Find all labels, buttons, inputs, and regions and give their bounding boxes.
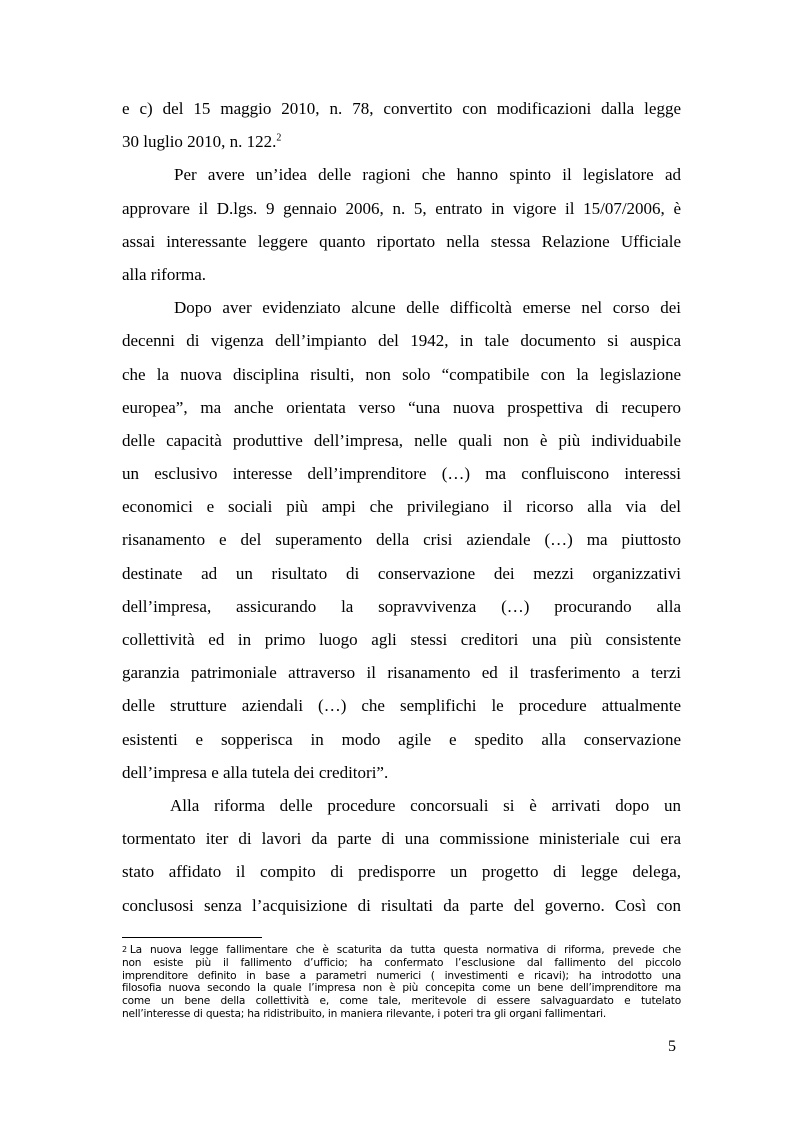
text-line: Alla riforma delle procedure concorsuali si è arrivati dopo un	[170, 795, 681, 815]
text-line: economici e sociali più ampi che privilegiano il ricorso alla via del	[122, 497, 681, 517]
page-number: 5	[668, 1038, 676, 1055]
footnote-line: come un bene della collettività e, come tale, meritevole di essere salvaguardato e tutelato	[122, 995, 681, 1008]
body-text	[122, 92, 681, 922]
text-line: collettività ed in primo luogo agli stessi creditori una più consistente	[122, 630, 681, 649]
footnote-reference: 2	[276, 132, 282, 144]
text-line: esistenti e sopperisca in modo agile e spedito alla conservazione	[122, 729, 681, 749]
text-line: alla riforma.	[122, 264, 207, 284]
text-line: decenni di vigenza dell’impianto del 1942, in tale documento si auspica	[122, 331, 681, 351]
footnote-line: non esiste più il fallimento d’ufficio; ha confermato l’esclusione dal fallimento del piccolo	[122, 956, 681, 969]
footnote	[122, 944, 681, 1021]
text-line: tormentato iter di lavori da parte di una commissione ministeriale cui era	[122, 829, 681, 849]
text-line: europea”, ma anche orientata verso “una nuova prospettiva di recupero	[122, 397, 681, 417]
text-line: destinate ad un risultato di conservazione dei mezzi organizzativi	[122, 563, 681, 583]
footnote-divider	[122, 937, 262, 938]
footnote-line: filosofia nuova secondo la quale l’impresa non è più concepita come un bene dell’imprenditore ma	[122, 982, 681, 995]
footnote-mark: 2	[122, 945, 127, 954]
footnote-line	[122, 944, 681, 957]
text-line: stato affidato il compito di predisporre un progetto di legge delega,	[122, 862, 681, 882]
text-line: approvare il D.lgs. 9 gennaio 2006, n. 5, entrato in vigore il 15/07/2006, è	[122, 198, 681, 218]
footnote-line-content: La nuova legge fallimentare che è scaturita da tutta questa normativa di riforma, prevede che	[129, 944, 681, 956]
text-line: conclusosi senza l’acquisizione di risultati da parte del governo. Così con	[122, 895, 681, 915]
text-line: un esclusivo interesse dell’imprenditore (…) ma confluiscono interessi	[122, 464, 681, 484]
text-line: garanzia patrimoniale attraverso il risanamento ed il trasferimento a terzi	[122, 663, 681, 683]
text-line: e c) del 15 maggio 2010, n. 78, convertito con modificazioni dalla legge	[122, 99, 681, 118]
text-line: Dopo aver evidenziato alcune delle difficoltà emerse nel corso dei	[174, 298, 681, 318]
footnote-line: imprenditore definito in base a parametri numerici ( investimenti e ricavi); ha introdotto una	[122, 969, 681, 982]
text-line: assai interessante leggere quanto riportato nella stessa Relazione Ufficiale	[122, 231, 681, 251]
text-line: dell’impresa, assicurando la sopravvivenza (…) procurando alla	[122, 596, 681, 616]
text-line: che la nuova disciplina risulti, non solo “compatibile con la legislazione	[122, 364, 681, 384]
text-line: delle strutture aziendali (…) che semplifichi le procedure attualmente	[122, 696, 681, 716]
text-line: risanamento e del superamento della crisi aziendale (…) ma piuttosto	[122, 530, 681, 550]
text-line: Per avere un’idea delle ragioni che hanno spinto il legislatore ad	[174, 165, 681, 185]
text-line: delle capacità produttive dell’impresa, nelle quali non è più individuabile	[122, 430, 681, 450]
text-line-content: 30 luglio 2010, n. 122.	[122, 132, 277, 152]
footnote-line: nell’interesse di questa; ha ridistribuito, in maniera rilevante, i poteri tra gli organi fallimentari.	[122, 1007, 607, 1020]
text-line: dell’impresa e alla tutela dei creditori”.	[122, 762, 389, 782]
text-line	[122, 125, 681, 158]
